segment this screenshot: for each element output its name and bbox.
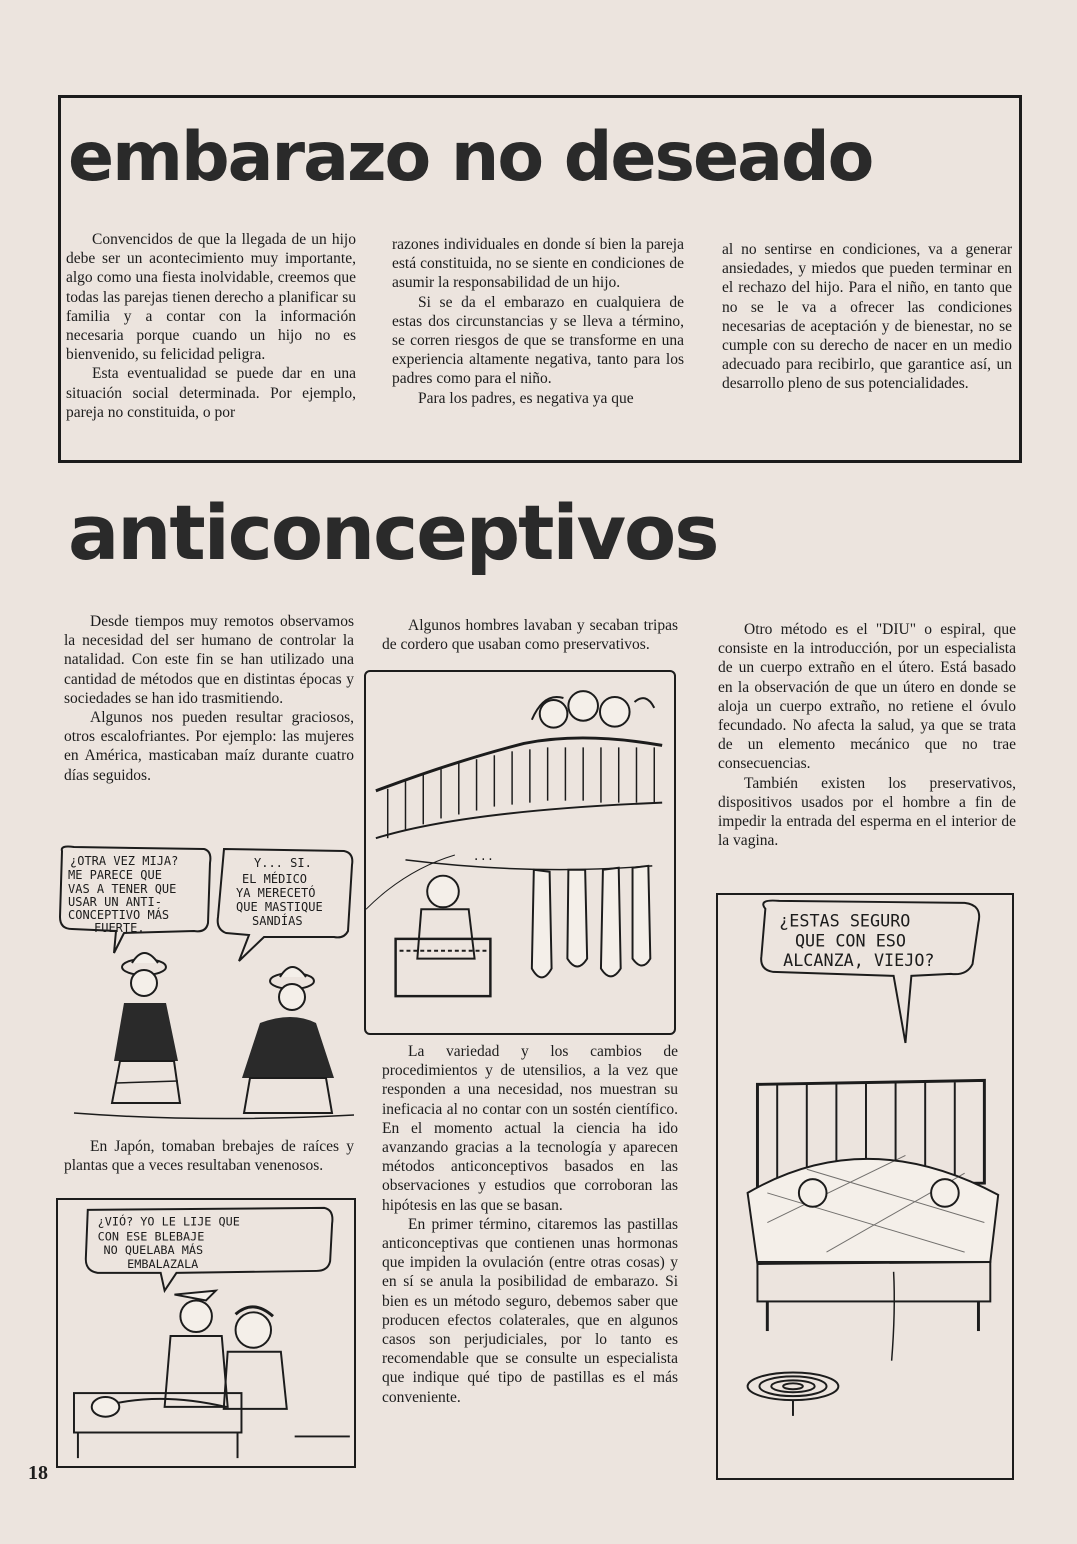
paragraph: La variedad y los cambios de procedimientos y de utensilios, a la vez que responden a una necesidad, nos muestran su ineficacia al no contar con un sostén científico. En el momento actual la ciencia ha ido avanzando gracias a la tecnología y aparecen métodos anticonceptivos basados en las observaciones y estudios que corroboran las hipótesis en las que se basan. bbox=[382, 1043, 678, 1214]
s2-column-1-japon bbox=[64, 1137, 354, 1175]
bubble-line: CON ESE BLEBAJE bbox=[97, 1229, 205, 1244]
bubble-left-line: FUERTE. bbox=[94, 921, 145, 935]
paragraph: Si se da el embarazo en cualquiera de estas dos circunstancias y se lleva a término, se corren riesgos de que se transforme en una experiencia altamente negativa, tanto para los padres como para el niño. bbox=[392, 293, 684, 388]
thought-dots: ... bbox=[472, 848, 494, 863]
paragraph: al no sentirse en condiciones, va a generar ansiedades, y miedos que pueden terminar en el rechazo del hijo. Para el niño, en tanto que no se le va a ofrecer las condiciones necesarias de aceptación y de bienestar, no se cumple con su derecho de nacer en un medio adecuado para recibirlo, que garantice así, un desarrollo pleno de sus potencialidades. bbox=[722, 241, 1012, 393]
bubble-left-line: CONCEPTIVO MÁS bbox=[68, 908, 170, 922]
paragraph: En primer término, citaremos las pastillas anticonceptivas que contienen unas hormonas que impiden la ovulación (entre otras cosas) y en sí se anula la posibilidad de embarazo. Si bien es un método seguro, debemos saber que producen efectos colaterales, que en algunos casos son perjudiciales, por lo tanto es recomendable que se consulte un especialista que indique qué tipo de pastillas es el más conveniente. bbox=[382, 1215, 678, 1406]
page-number: 18 bbox=[28, 1462, 48, 1484]
cartoon-diu bbox=[716, 893, 1014, 1480]
bubble-right-line: YA MERECETÓ bbox=[236, 886, 316, 900]
bubble-line: ALCANZA, VIEJO? bbox=[783, 950, 935, 970]
cartoon-tripas bbox=[364, 670, 676, 1035]
paragraph: Desde tiempos muy remotos observamos la necesidad del ser humano de controlar la natalidad. Con este fin se han utilizado una cantidad de métodos que en distintas épocas y sociedades se han ido trasmitiendo. bbox=[64, 613, 354, 707]
bubble-right-line: Y... SI. bbox=[254, 856, 312, 870]
bubble-left-line: USAR UN ANTI- bbox=[68, 895, 162, 909]
s2-column-3 bbox=[718, 620, 1016, 850]
bubble-line: ¿ESTAS SEGURO bbox=[779, 910, 911, 931]
paragraph: Otro método es el "DIU" o espiral, que consiste en la introducción, por un especialista de un cuerpo extraño en el útero. Está basado en la observación de que un útero en donde se aloja un cuerpo extraño, no retiene el óvulo fecundado. No afecta la salud, ya que se trata de un elemento mecánico que no trae consecuencias. bbox=[718, 621, 1016, 773]
s2-column-2-top bbox=[382, 616, 678, 654]
section-title-embarazo: embarazo no deseado bbox=[68, 118, 873, 197]
cartoon-japon-drawing bbox=[58, 1200, 354, 1466]
bubble-left-line: ¿OTRA VEZ MIJA? bbox=[70, 854, 179, 868]
cartoon-japon bbox=[56, 1198, 356, 1468]
bubble-left-line: ME PARECE QUE bbox=[68, 868, 162, 882]
bubble-right-line: EL MÉDICO bbox=[242, 872, 308, 886]
paragraph: Esta eventualidad se puede dar en una situación social determinada. Por ejemplo, pareja no constituida, o por bbox=[66, 365, 356, 421]
bubble-line: NO QUELABA MÁS bbox=[103, 1243, 204, 1258]
bubble-line: EMBALAZALA bbox=[127, 1256, 199, 1271]
paragraph: En Japón, tomaban brebajes de raíces y plantas que a veces resultaban venenosos. bbox=[64, 1138, 354, 1175]
s1-column-3 bbox=[722, 240, 1012, 394]
cartoon-maiz-drawing bbox=[54, 843, 364, 1128]
cartoon-diu-drawing bbox=[718, 895, 1012, 1478]
s1-column-2 bbox=[392, 235, 684, 408]
cartoon-tripas-drawing bbox=[366, 672, 674, 1033]
section-title-anticonceptivos: anticonceptivos bbox=[68, 488, 718, 577]
bubble-right-line: QUE MASTIQUE bbox=[236, 900, 323, 914]
paragraph: Para los padres, es negativa ya que bbox=[418, 389, 634, 407]
paragraph: También existen los preservativos, dispositivos usados por el hombre a fin de impedir la entrada del esperma en el interior de la vagina. bbox=[718, 774, 1016, 850]
paragraph: Convencidos de que la llegada de un hijo debe ser un acontecimiento muy importante, algo como una fiesta inolvidable, creemos que todas las parejas tienen derecho a planificar su familia y a contar con la información necesaria porque cuando un hijo no es bienvenido, su felicidad peligra. bbox=[66, 231, 356, 364]
bubble-line: ¿VIÓ? YO LE LIJE QUE bbox=[97, 1214, 240, 1229]
bubble-right-line: SANDÍAS bbox=[252, 914, 303, 928]
paragraph: Algunos nos pueden resultar graciosos, otros escalofriantes. Por ejemplo: las mujeres en América, masticaban maíz durante cuatro días seguidos. bbox=[64, 709, 354, 784]
bubble-left-line: VAS A TENER QUE bbox=[68, 882, 177, 896]
s2-column-2-bottom bbox=[382, 1042, 678, 1407]
paragraph: Algunos hombres lavaban y secaban tripas de cordero que usaban como preservativos. bbox=[382, 617, 678, 654]
paragraph: razones individuales en donde sí bien la pareja está constituida, no se siente en condiciones de asumir la responsabilidad de un hijo. bbox=[392, 236, 684, 292]
s1-column-1 bbox=[66, 230, 356, 422]
cartoon-maiz bbox=[54, 843, 364, 1128]
s2-column-1-top bbox=[64, 612, 354, 785]
bubble-line: QUE CON ESO bbox=[794, 930, 906, 951]
